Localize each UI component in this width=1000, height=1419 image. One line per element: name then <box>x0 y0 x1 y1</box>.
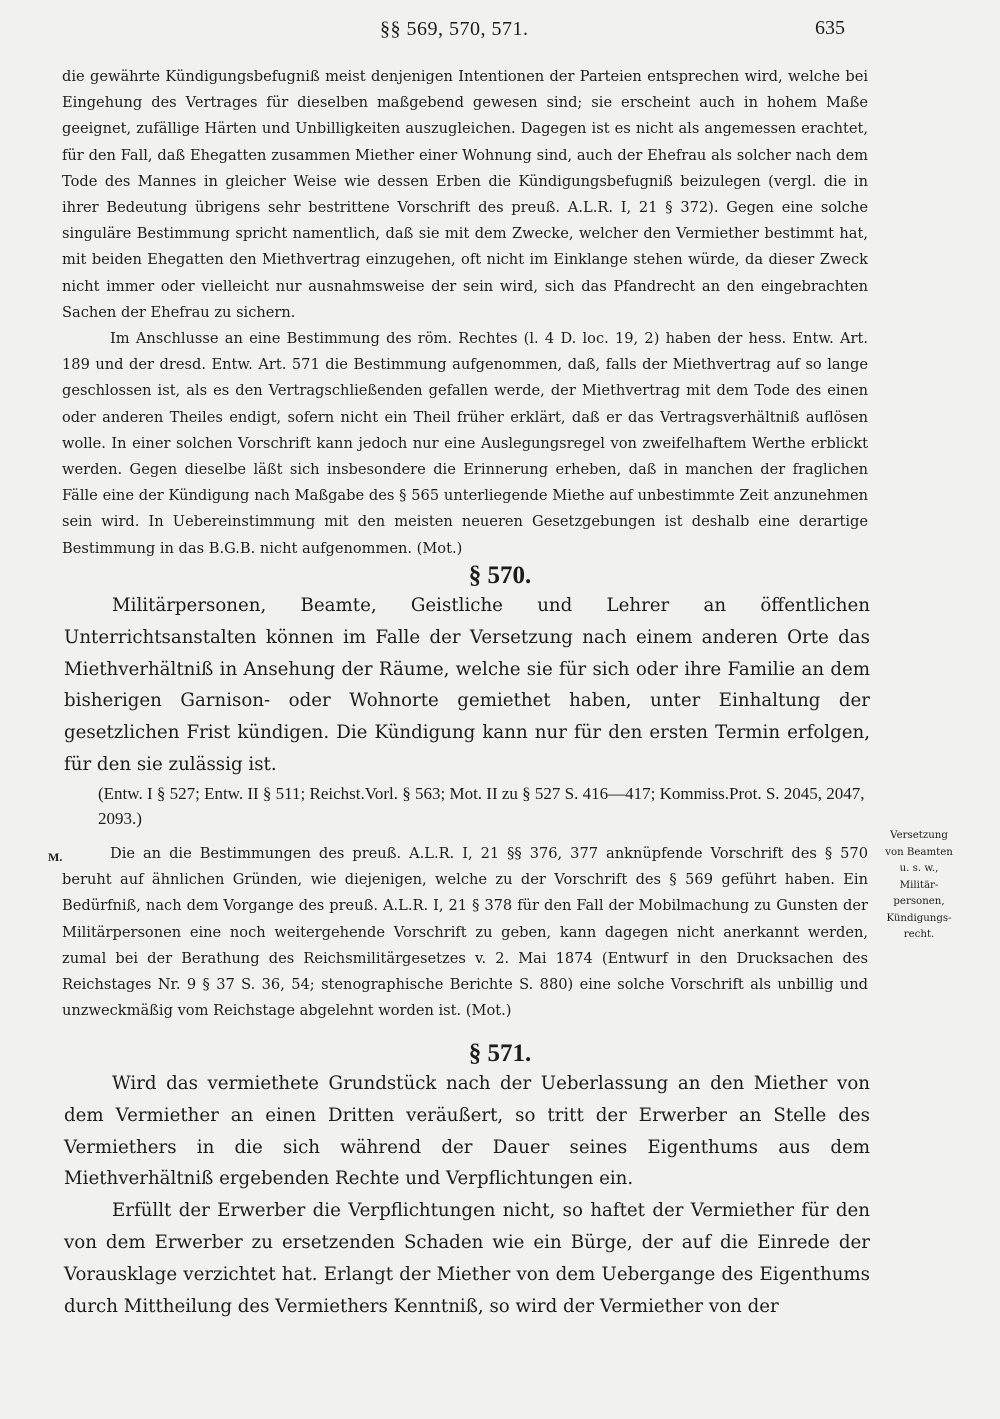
commentary-569-paragraph-1: die gewährte Kündigungsbefugniß meist denjenigen Intentionen der Parteien entsprechen wird, welche bei Eingehung des Vertrages für dieselben maßgebend gewesen sind; sie erscheint auch in hohem Maße geeignet, zufällige Härten und Unbilligkeiten auszugleichen. Dagegen ist es nicht als angemessen erachtet, für den Fall, daß Ehegatten zusammen Miether einer Wohnung sind, auch der Ehefrau als solcher nach dem Tode des Mannes in gleicher Weise wie dessen Erben die Kündigungsbefugniß beizulegen (vergl. die in ihrer Bedeutung übrigens sehr bestrittene Vorschrift des preuß. A.L.R. I, 21 § 372). Gegen eine solche singuläre Bestimmung spricht namentlich, daß sie mit dem Zwecke, welcher den Vermiether bestimmt hat, mit beiden Ehegatten den Miethvertrag einzugehen, oft nicht im Einklange stehen würde, da dieser Zweck nicht immer oder vielleicht nur ausnahmsweise der sein wird, sich das Pfandrecht an den eingebrachten Sachen der Ehefrau zu sichern. <box>62 68 868 321</box>
section-571-heading: § 571. <box>468 1040 532 1067</box>
section-571-paragraph-1: Wird das vermiethete Grundstück nach der Ueberlassung an den Miether von dem Vermiether an einen Dritten veräußert, so tritt der Erwerber an Stelle des Vermiethers in die sich während der Dauer seines Eigenthums aus dem Miethverhältniß ergebenden Rechte und Verpflichtungen ein. <box>64 1073 870 1190</box>
section-570-paragraph: Militärpersonen, Beamte, Geistliche und Lehrer an öffentlichen Unterrichtsanstalten können im Falle der Versetzung nach einem anderen Orte das Miethverhältniß in Ansehung der Räume, welche sie für sich oder ihre Familie an dem bisherigen Garnison- oder Wohnorte gemiethet haben, unter Einhaltung der gesetzlichen Frist kündigen. Die Kündigung kann nur für den ersten Termin erfolgen, für den sie zulässig ist. <box>64 595 870 775</box>
commentary-570 <box>62 841 868 1024</box>
margin-note-line: von Beamten <box>885 846 953 858</box>
margin-note-line: u. s. w., <box>899 863 939 874</box>
margin-note-line: Kündigungs- <box>886 912 952 924</box>
running-head: §§ 569, 570, 571. <box>380 18 529 40</box>
section-570-heading: § 570. <box>468 562 532 589</box>
margin-note-line: Versetzung <box>890 830 948 841</box>
commentary-569 <box>62 64 868 562</box>
section-571-law-text <box>64 1068 870 1322</box>
commentary-570-paragraph: Die an die Bestimmungen des preuß. A.L.R. I, 21 §§ 376, 377 anknüpfende Vorschrift des § 570 beruht auf ähnlichen Gründen, wie diejenigen, welche zu der Vorschrift des § 569 geführt haben. Ein Bedürfniß, nach dem Vorgange des preuß. A.L.R. I, 21 § 378 für den Fall der Mobilmachung zu Gunsten der Militärpersonen eine noch weitergehende Vorschrift zu geben, kann dagegen nicht anerkannt werden, zumal bei der Berathung des Reichsmilitärgesetzes v. 2. Mai 1874 (Entwurf in den Drucksachen des Reichstages Nr. 9 § 37 S. 36, 54; stenographische Berichte S. 880) eine solche Vorschrift als unbillig und unzweckmäßig vom Reichstage abgelehnt worden ist. (Mot.) <box>62 845 868 1020</box>
page-number: 635 <box>815 17 845 39</box>
margin-note <box>872 828 966 944</box>
motive-marker: M. <box>48 850 63 864</box>
margin-note-line: personen, <box>893 896 945 907</box>
section-571-paragraph-2: Erfüllt der Erwerber die Verpflichtungen nicht, so haftet der Vermiether für den von dem Erwerber zu ersetzenden Schaden wie ein Bürge, der auf die Einrede der Vorausklage verzichtet hat. Erlangt der Miether von dem Uebergange des Eigenthums durch Mittheilung des Vermiethers Kenntniß, so wird der Vermiether von der <box>64 1200 870 1317</box>
margin-note-line: Militär- <box>899 879 939 891</box>
section-570-references: (Entw. I § 527; Entw. II § 511; Reichst.Vorl. § 563; Mot. II zu § 527 S. 416—417; Kommiss.Prot. S. 2045, 2047, 2093.) <box>98 784 865 828</box>
margin-note-line: recht. <box>903 929 935 940</box>
commentary-569-paragraph-2: Im Anschlusse an eine Bestimmung des röm. Rechtes (l. 4 D. loc. 19, 2) haben der hess. Entw. Art. 189 und der dresd. Entw. Art. 571 die Bestimmung aufgenommen, daß, falls der Miethvertrag auf so lange geschlossen ist, als es den Vertragschließenden gefallen werde, der Miethvertrag mit dem Tode des einen oder anderen Theiles endigt, sofern nicht ein Theil früher erklärt, daß er das Vertragsverhältniß auflösen wolle. In einer solchen Vorschrift kann jedoch nur eine Auslegungsregel von zweifelhaftem Werthe erblickt werden. Gegen dieselbe läßt sich insbesondere die Erinnerung erheben, daß in manchen der fraglichen Fälle eine der Kündigung nach Maßgabe des § 565 unterliegende Miethe auf unbestimmte Zeit anzunehmen sein wird. In Uebereinstimmung mit den meisten neueren Gesetzgebungen ist deshalb eine derartige Bestimmung in das B.G.B. nicht aufgenommen. (Mot.) <box>62 330 868 557</box>
section-570-law-text <box>64 590 870 781</box>
